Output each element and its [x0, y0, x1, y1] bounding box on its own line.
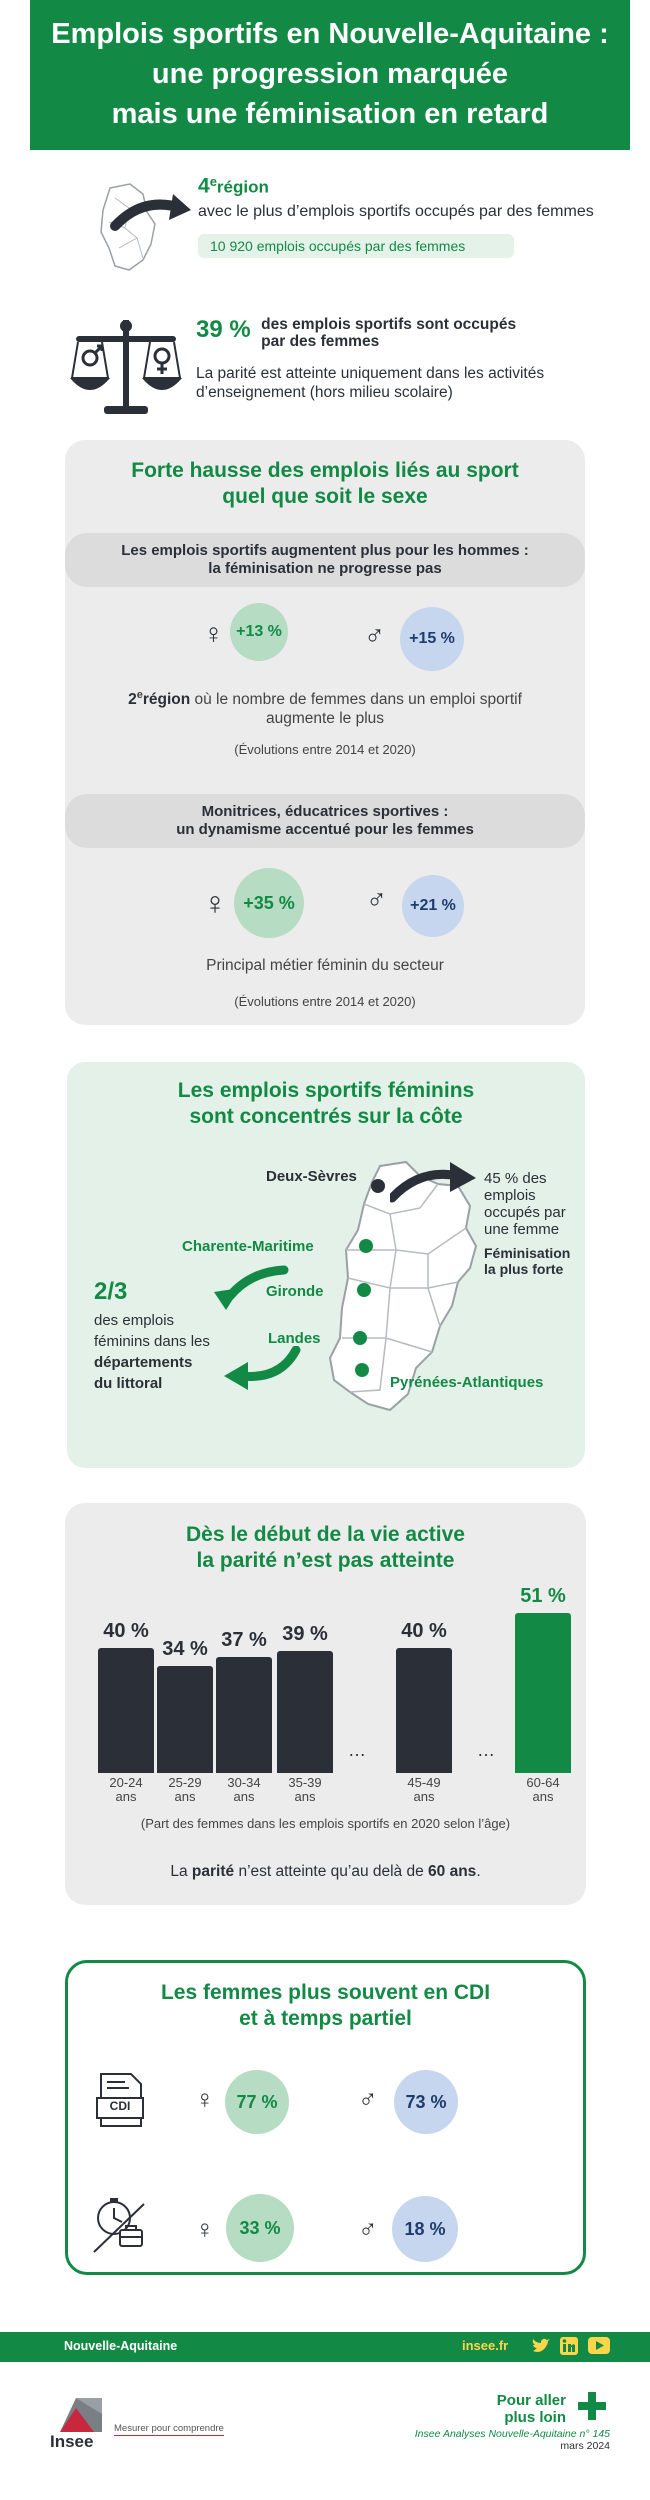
female-icon: ♀	[195, 2214, 215, 2244]
parity-note-line2: d’enseignement (hors milieu scolaire)	[196, 384, 453, 401]
second-region-rest: où le nombre de femmes dans un emploi sportif	[190, 691, 522, 709]
rank-word: région	[216, 177, 269, 197]
women-part-time-circle: 33 %	[226, 2194, 294, 2262]
ds-share-line3: occupés par	[484, 1204, 566, 1221]
header-title-line1: Emplois sportifs en Nouvelle-Aquitaine :	[51, 18, 609, 50]
cdi-panel-title	[65, 1980, 586, 2032]
chart-bar-value: 34 %	[162, 1638, 208, 1660]
male-icon: ♂	[358, 2084, 378, 2114]
chart-bar-value: 40 %	[401, 1620, 447, 1642]
main-job-note: Principal métier féminin du secteur	[206, 957, 444, 974]
parity-note	[196, 364, 544, 402]
deux-sevres-share	[484, 1170, 566, 1238]
plus-icon[interactable]	[576, 2390, 608, 2422]
parity-note-line1: La parité est atteinte uniquement dans les activités	[196, 365, 545, 382]
monitor-sub-line2: un dynamisme accentué pour les femmes	[176, 821, 474, 838]
conclusion-mid: n’est atteinte qu’au delà de	[234, 1863, 429, 1880]
female-icon: ♀	[203, 885, 227, 921]
share-stat	[196, 316, 516, 351]
monitor-sub-line1: Monitrices, éducatrices sportives :	[201, 803, 449, 820]
growth-period-note: (Évolutions entre 2014 et 2020)	[234, 742, 416, 757]
ds-share-line2: emplois	[484, 1187, 536, 1204]
ds-strong-line1: Féminisation	[484, 1245, 571, 1261]
men-growth-circle: +15 %	[400, 607, 464, 671]
coast-arrow-bottom-icon	[220, 1346, 304, 1394]
share-desc-line2: par des femmes	[261, 333, 380, 350]
chart-bar-value: 40 %	[103, 1620, 149, 1642]
female-icon: ♀	[195, 2084, 215, 2114]
chart-bar-value: 39 %	[282, 1623, 328, 1645]
growth-panel	[65, 440, 585, 1025]
chart-bar-value: 51 %	[520, 1585, 566, 1607]
strongest-feminisation	[484, 1245, 570, 1277]
monitor-subheading	[65, 794, 585, 848]
male-icon: ♂	[366, 884, 387, 915]
coast-line3: départements	[94, 1354, 193, 1371]
ref-line2: mars 2024	[560, 2440, 610, 2452]
growth-subheading	[65, 533, 585, 587]
second-region-line2: augmente le plus	[265, 710, 385, 728]
coast-arrow-top-icon	[210, 1262, 290, 1312]
map-title-line2: sont concentrés sur la côte	[189, 1105, 463, 1128]
monitor-period-note: (Évolutions entre 2014 et 2020)	[234, 994, 416, 1009]
rank-sup: e	[209, 174, 217, 189]
deux-sevres-arrow-icon	[390, 1158, 480, 1212]
men-part-time-circle: 18 %	[392, 2196, 458, 2262]
women-growth-circle: +13 %	[230, 603, 288, 661]
header-title-line2: une progression marquée	[151, 58, 509, 90]
coast-line4: du littoral	[94, 1375, 163, 1392]
footer-tagline: Mesurer pour comprendre	[114, 2423, 224, 2434]
conclusion-parity: parité	[191, 1863, 235, 1880]
coast-share-value: 2/3	[94, 1278, 128, 1305]
twitter-icon[interactable]	[532, 2338, 550, 2354]
insee-logo	[56, 2394, 106, 2436]
cdi-title-line2: et à temps partiel	[239, 2007, 412, 2030]
chart-ellipsis-2: …	[477, 1740, 495, 1760]
ref-line1: Insee Analyses Nouvelle-Aquitaine n° 145	[414, 2428, 610, 2440]
page-header	[30, 0, 630, 150]
label-deux-sevres: Deux-Sèvres	[266, 1168, 357, 1185]
chart-category-label: 60-64 ans	[526, 1775, 560, 1804]
male-icon: ♂	[364, 620, 385, 651]
growth-sub1-line1: Les emplois sportifs augmentent plus pour les hommes :	[121, 542, 529, 559]
chart-category-label: 35-39 ans	[288, 1775, 322, 1804]
footer-brand: Insee	[50, 2432, 94, 2451]
second-region-note	[65, 686, 585, 728]
rank-heading	[198, 174, 269, 198]
age-panel-title	[65, 1522, 586, 1574]
second-region-word: région	[142, 691, 191, 709]
coast-line2: féminins dans les	[94, 1333, 210, 1350]
label-pyrenees-atlantiques: Pyrénées-Atlantiques	[390, 1374, 544, 1391]
growth-panel-title	[65, 458, 585, 510]
female-icon: ♀	[203, 618, 224, 649]
map-panel-title	[67, 1078, 585, 1130]
second-region-num: 2	[128, 691, 137, 709]
linkedin-icon[interactable]	[560, 2337, 578, 2355]
women-cdi-circle: 77 %	[225, 2070, 289, 2134]
label-gironde: Gironde	[266, 1283, 324, 1300]
age-title-line1: Dès le début de la vie active	[186, 1523, 465, 1546]
women-jobs-pill: 10 920 emplois occupés par des femmes	[198, 234, 514, 258]
footer-region: Nouvelle-Aquitaine	[64, 2339, 178, 2353]
chart-category-label: 30-34 ans	[227, 1775, 261, 1804]
scale-icon	[70, 318, 182, 416]
more-line2: plus loin	[504, 2409, 566, 2426]
publication-reference	[390, 2428, 610, 2452]
male-icon: ♂	[358, 2214, 378, 2244]
conclusion-pre: La	[170, 1863, 192, 1880]
conclusion-post: .	[476, 1863, 481, 1880]
part-time-clock-icon	[92, 2196, 146, 2254]
header-title-line3: mais une féminisation en retard	[111, 98, 549, 130]
share-desc-line1: des emplois sportifs sont occupés	[261, 316, 517, 333]
women-monitor-circle: +35 %	[234, 868, 304, 938]
ds-share-line1: 45 % des	[484, 1170, 547, 1187]
growth-title-line1: Forte hausse des emplois liés au sport	[131, 459, 519, 482]
chart-category-label: 45-49 ans	[407, 1775, 441, 1804]
age-conclusion	[65, 1862, 586, 1881]
age-chart-caption: (Part des femmes dans les emplois sportifs en 2020 selon l’âge)	[140, 1816, 511, 1831]
age-title-line2: la parité n’est pas atteinte	[196, 1549, 455, 1572]
growth-title-line2: quel que soit le sexe	[222, 485, 428, 508]
more-info-link[interactable]	[456, 2392, 566, 2426]
chart-bar-value: 37 %	[221, 1629, 267, 1651]
share-value: 39 %	[196, 316, 251, 343]
second-region-sup: e	[136, 689, 143, 701]
coast-share-text	[94, 1310, 210, 1394]
label-landes: Landes	[268, 1330, 321, 1347]
growth-sub1-line2: la féminisation ne progresse pas	[208, 560, 442, 577]
men-monitor-circle: +21 %	[402, 875, 464, 937]
label-charente-maritime: Charente-Maritime	[182, 1238, 314, 1255]
youtube-icon[interactable]	[588, 2337, 610, 2354]
coast-line1: des emplois	[94, 1312, 175, 1329]
more-line1: Pour aller	[496, 2392, 566, 2409]
map-arrow-icon	[85, 178, 195, 278]
men-cdi-circle: 73 %	[394, 2070, 458, 2134]
chart-category-label: 20-24 ans	[109, 1775, 143, 1804]
map-title-line1: Les emplois sportifs féminins	[177, 1079, 475, 1102]
rank-description: avec le plus d’emplois sportifs occupés par des femmes	[198, 203, 594, 220]
conclusion-age: 60 ans	[428, 1863, 477, 1880]
chart-ellipsis-1: …	[348, 1740, 366, 1760]
cdi-label: CDI	[109, 2099, 131, 2113]
ds-strong-line2: la plus forte	[484, 1261, 564, 1277]
rank-number: 4	[198, 174, 210, 198]
footer-site-link[interactable]: insee.fr	[462, 2338, 509, 2353]
chart-category-label: 25-29 ans	[168, 1775, 202, 1804]
ds-share-line4: une femme	[484, 1221, 560, 1238]
cdi-title-line1: Les femmes plus souvent en CDI	[160, 1981, 491, 2004]
